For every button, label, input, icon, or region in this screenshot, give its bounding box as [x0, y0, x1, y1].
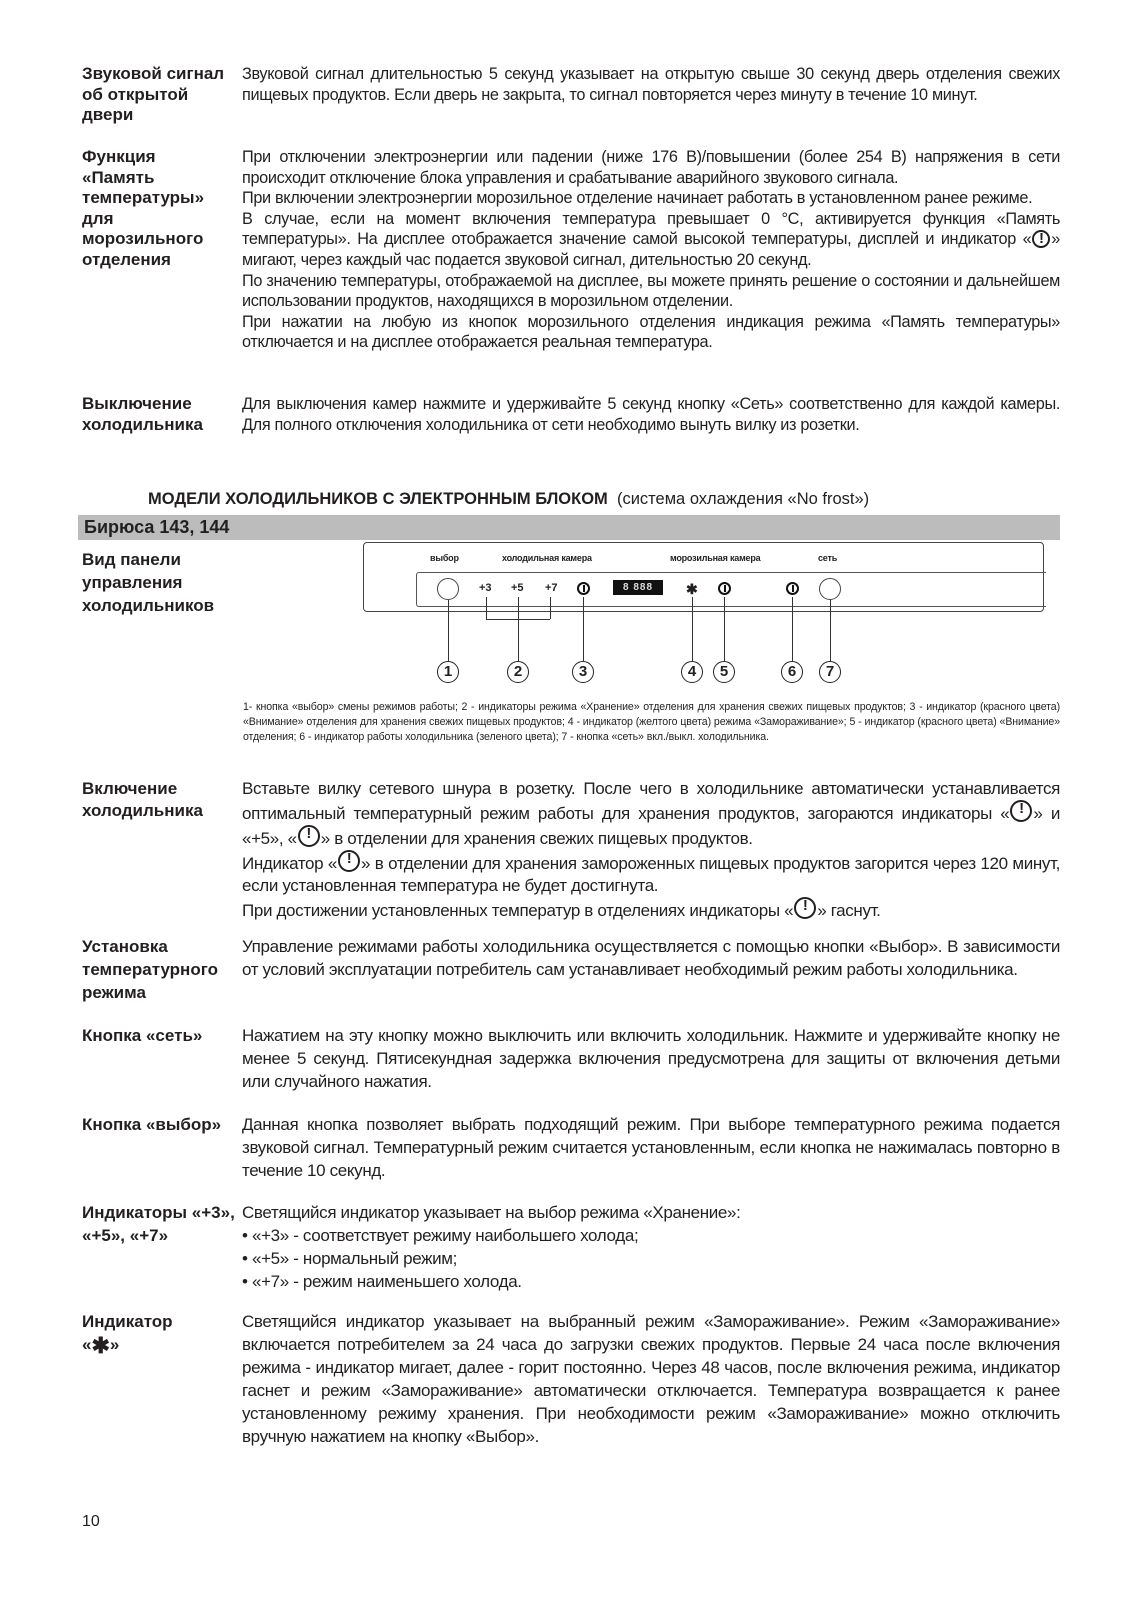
attention-indicator-icon [794, 897, 816, 919]
panel-label-power: сеть [818, 553, 838, 563]
section-text [242, 778, 1060, 922]
paragraph: Светящийся индикатор указывает на выбор режима «Хранение»: [242, 1203, 741, 1222]
section-power-off [82, 394, 1060, 435]
snowflake-icon: ✱ [686, 581, 698, 597]
section-label: Индикаторы «+3», «+5», «+7» [82, 1203, 235, 1245]
text-fragment: Индикатор « [242, 854, 338, 873]
text-fragment: Вставьте вилку сетевого шнура в розетку. После чего в холодильнике автоматически устанавливается оптимальный температурный режим работы для хранения продуктов, загораются индикаторы « [242, 779, 1060, 823]
models-heading [148, 490, 869, 509]
section-label: Включение холодильника [82, 779, 203, 820]
section-label [82, 1310, 242, 1448]
callout-7: 7 [819, 661, 841, 683]
panel-label-freezer: морозильная камера [670, 553, 761, 563]
leader-line [518, 597, 519, 661]
callout-1: 1 [437, 661, 459, 683]
callout-3: 3 [572, 661, 594, 683]
attention-indicator-icon [1032, 230, 1050, 248]
callout-2: 2 [507, 661, 529, 683]
snowflake-icon: ✱ [91, 1333, 110, 1358]
fridge-attention-indicator-icon [577, 582, 590, 595]
section-power-on [82, 778, 1060, 922]
section-button-select [82, 1113, 1060, 1182]
section-text: Для выключения камер нажмите и удерживайте 5 секунд кнопку «Сеть» соответственно для каждой камеры. Для полного отключения холодильника от сети необходимо вынуть вилку из розетки. [242, 395, 1060, 434]
select-button[interactable] [437, 578, 459, 600]
leader-line [486, 597, 487, 619]
attention-indicator-icon [298, 825, 320, 847]
section-door-alarm [82, 64, 1060, 126]
leader-line [448, 600, 449, 661]
leader-line [583, 597, 584, 661]
text-fragment: » в отделении для хранения свежих пищевых продуктов. [320, 829, 753, 848]
paragraph [242, 209, 1060, 271]
section-freeze-indicator [82, 1310, 1060, 1448]
section-text: Светящийся индикатор указывает на выбранный режим «Замораживание». Режим «Замораживание» включается потребителем за 24 часа до загрузки свежих продуктов. Первые 24 часа после включения режима - индикатор мигает, далее - горит постоянно. Через 48 часов, после включения режима, индикатор гаснет и режим «Замораживание» автоматически отключается. Температура возвращается к ранее установленному режиму хранения. При необходимости режим «Замораживание» можно отключить вручную нажатием на кнопку «Выбор». [242, 1312, 1060, 1446]
leader-line [550, 597, 551, 619]
callout-5: 5 [713, 661, 735, 683]
model-bar: Бирюса 143, 144 [78, 515, 1060, 540]
temp-indicator-3: +3 [479, 582, 492, 594]
section-text [242, 1201, 1060, 1293]
callout-4: 4 [681, 661, 703, 683]
section-label: Звуковой сигнал об открытой двери [82, 64, 225, 125]
panel-label-fridge: холодильная камера [502, 553, 592, 563]
section-label: Функция «Память температуры» для морозильного отделения [82, 147, 205, 269]
list-item: • «+7» - режим наименьшего холода. [242, 1270, 1060, 1293]
text-fragment: » и «+5», « [242, 804, 1061, 848]
list-item: • «+3» - соответствует режиму наибольшего холода; [242, 1224, 1060, 1247]
leader-line [792, 597, 793, 661]
section-indicators [82, 1201, 1060, 1293]
paragraph: По значению температуры, отображаемой на дисплее, вы можете принять решение о состоянии и дальнейшем использовании продуктов, находящихся в морозильном отделении. [242, 271, 1060, 311]
freezer-display: 8 888 [613, 580, 663, 595]
leader-line [692, 597, 693, 661]
section-text: Управление режимами работы холодильника осуществляется с помощью кнопки «Выбор». В зависимости от условий эксплуатации потребитель сам устанавливает необходимый режим работы холодильника. [242, 937, 1060, 979]
attention-indicator-icon [338, 850, 360, 872]
diagram-legend: 1- кнопка «выбор» смены режимов работы; 2 - индикаторы режима «Хранение» отделения для хранения свежих пищевых продуктов; 3 - индикатор (красного цвета) «Внимание» отделения для хранения свежих пищевых продуктов; 4 - индикатор (желтого цвета) режима «Замораживание»; 5 - индикатор (красного цвета) «Внимание» отделения; 6 - индикатор работы холодильника (зеленого цвета); 7 - кнопка «сеть» вкл./выкл. холодильника. [243, 701, 1060, 743]
section-panel-view [82, 548, 242, 617]
section-button-power [82, 1024, 1060, 1093]
paragraph [242, 778, 1060, 850]
callout-6: 6 [781, 661, 803, 683]
section-text [242, 147, 1060, 353]
leader-line [830, 600, 831, 661]
freezer-attention-indicator-icon [718, 582, 731, 595]
text-fragment: При достижении установленных температур в отделениях индикаторы « [242, 901, 794, 920]
heading-bold: МОДЕЛИ ХОЛОДИЛЬНИКОВ С ЭЛЕКТРОННЫМ БЛОКОМ [148, 490, 608, 508]
section-text: Звуковой сигнал длительностью 5 секунд указывает на открытую свыше 30 секунд дверь отделения свежих пищевых продуктов. Если дверь не закрыта, то сигнал повторяется через минуту в течение 10 минут. [242, 65, 1060, 104]
temp-indicator-7: +7 [545, 582, 558, 594]
paragraph: При отключении электроэнергии или падении (ниже 176 В)/повышении (более 254 В) напряжения в сети происходит отключение блока управления и срабатывание аварийного звукового сигнала. [242, 148, 1060, 187]
power-button[interactable] [819, 578, 841, 600]
section-temp-memory [82, 147, 1060, 353]
page-number: 10 [82, 1513, 100, 1530]
paragraph [242, 897, 1060, 922]
section-label: Кнопка «выбор» [82, 1115, 222, 1134]
section-label: Выключение холодильника [82, 394, 203, 434]
section-label: Кнопка «сеть» [82, 1026, 203, 1045]
paragraph: При включении электроэнергии морозильное отделение начинает работать в установленном ранее режиме. [242, 189, 1033, 208]
section-label: Установка температурного режима [82, 937, 218, 1002]
quote-close: » [109, 1335, 120, 1354]
paragraph: При нажатии на любую из кнопок морозильного отделения индикация режима «Память температуры» отключается и на дисплее отображается реальная температура. [242, 312, 1060, 352]
paragraph [242, 850, 1060, 897]
leader-line [724, 597, 725, 661]
panel-label-select: выбор [430, 553, 459, 563]
text-fragment: » в отделении для хранения замороженных пищевых продуктов загорится через 120 минут, если установленная температура не будет достигнута. [242, 854, 1060, 895]
section-text: Нажатием на эту кнопку можно выключить или включить холодильник. Нажмите и удерживайте кнопку не менее 5 секунд. Пятисекундная задержка включения предусмотрена для защиты от включения детьми или случайного нажатия. [242, 1026, 1060, 1091]
list-item: • «+5» - нормальный режим; [242, 1247, 1060, 1270]
power-on-indicator-icon [786, 582, 799, 595]
label-text: Индикатор [82, 1312, 173, 1331]
indicator-list [242, 1224, 1060, 1293]
section-label: Вид панели управления холодильников [82, 550, 215, 615]
text-fragment: » гаснут. [817, 901, 881, 920]
attention-indicator-icon [1010, 800, 1032, 822]
heading-normal: (система охлаждения «No frost») [616, 490, 870, 508]
section-text: Данная кнопка позволяет выбрать подходящий режим. При выборе температурного режима подается звуковой сигнал. Температурный режим считается установленным, если кнопка не нажималась повторно в течение 10 секунд. [242, 1115, 1060, 1180]
temp-indicator-5: +5 [511, 582, 524, 594]
quote-open: « [82, 1335, 92, 1354]
text-fragment: » мигают, через каждый час подается звуковой сигнал, дительностью 20 секунд. [242, 230, 1060, 269]
text-fragment: В случае, если на момент включения температура превышает 0 °С, активируется функция «Память температуры». На дисплее отображается значение самой высокой температуры, дисплей и индикатор « [242, 209, 1060, 249]
section-temp-mode [82, 935, 1060, 1004]
